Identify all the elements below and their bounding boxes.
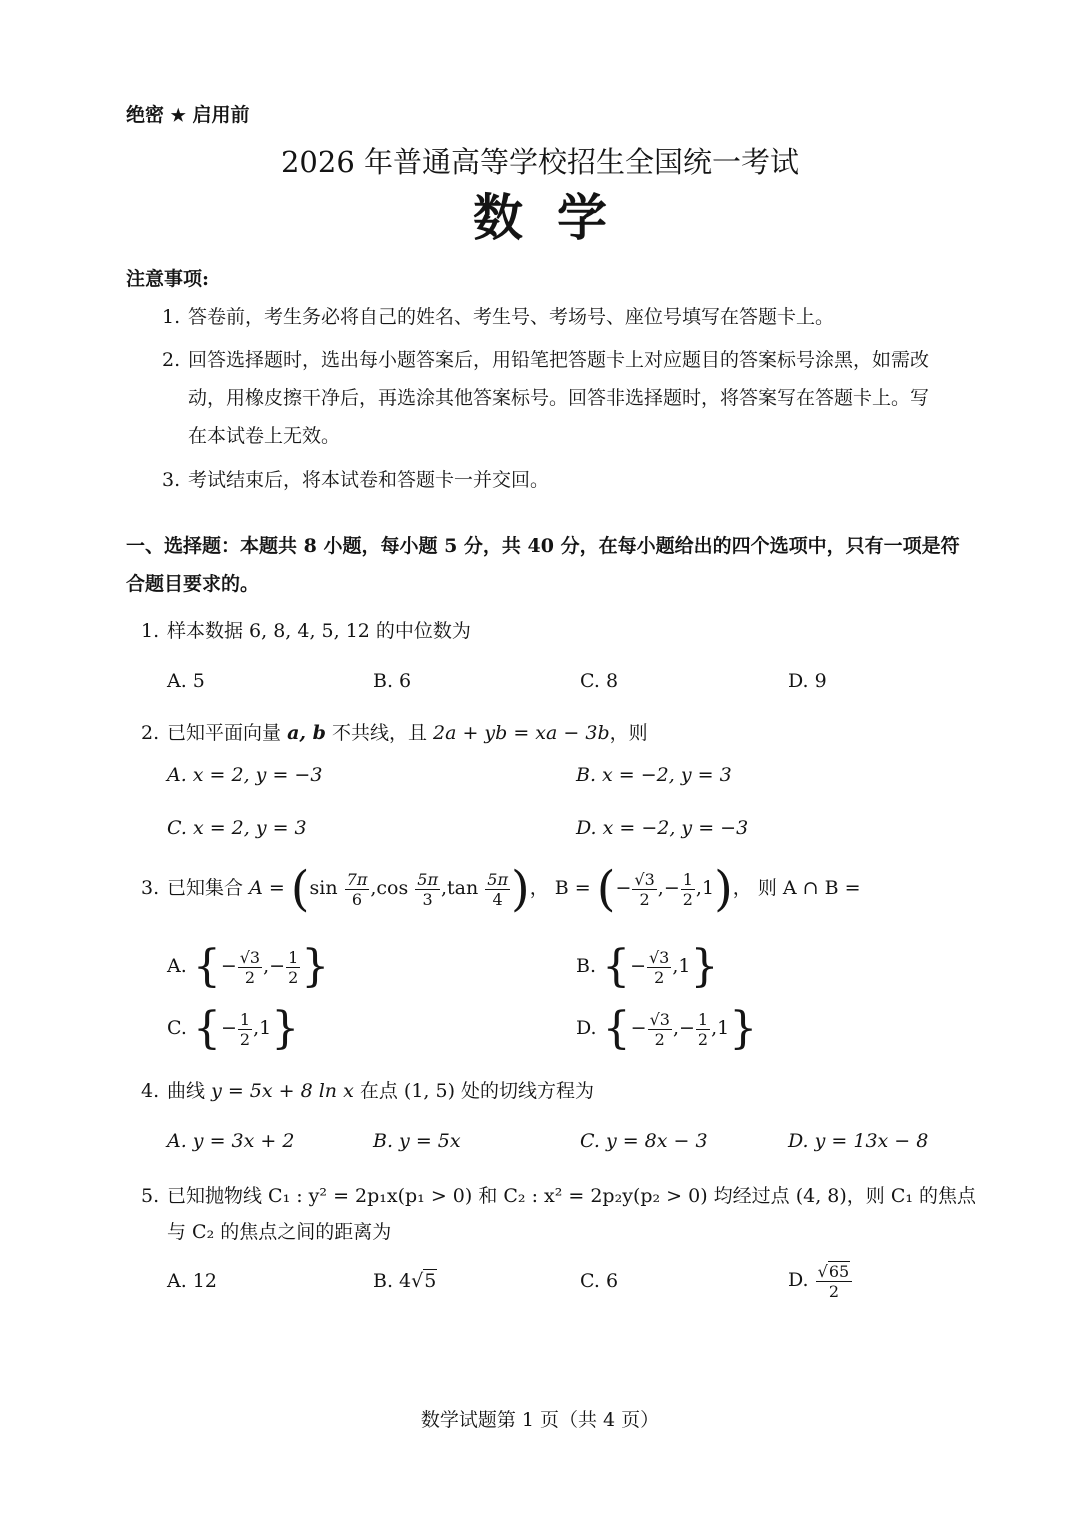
fraction: $\frac{1}{2}$ [682,869,693,909]
q1-option-c: C. 8 [580,670,619,692]
q5-option-a: A. 12 [167,1270,217,1292]
fraction: $\frac{1}{2}$ [288,947,299,987]
left-paren: ( [596,861,616,917]
q1-option-a: A. 5 [167,670,205,692]
q4-option-a: A. y = 3x + 2 [167,1130,295,1152]
fraction: $\frac{√3}{2}$ [634,869,655,909]
q3-option-a: A. {− $\frac{√3}{2}$ ,− $\frac{1}{2}$ } [167,941,330,992]
notice-item-2: 2. 回答选择题时，选出每小题答案后，用铅笔把答题卡上对应题目的答案标号涂黑，如需改 动，用橡皮擦干净后，再选涂其他答案标号。回答非选择题时，将答案写在答题卡上。写 在本试卷上无效。 [162,349,930,447]
q4-option-c: C. y = 8x − 3 [580,1130,708,1152]
fraction: $\frac{√3}{2}$ [649,1009,670,1049]
question-4: 4. 曲线 y = 5x + 8 ln x 在点 (1, 5) 处的切线方程为 [141,1080,595,1102]
right-paren: ) [510,861,530,917]
fraction: $\frac{5\pi}{3}$ [417,869,438,909]
fraction: $\frac{√3}{2}$ [239,947,261,987]
q3-option-b: B. {− $\frac{√3}{2}$ ,1} [576,941,719,992]
subject-title: 数学 [473,188,641,247]
q5-option-d: D. $\frac{√65}{2}$ [788,1256,853,1304]
question-3: 3. 已知集合 A = (sin $\frac{7\pi}{6}$ ,cos $\frac{5\pi}{3}$ ,tan $\frac{5\pi}{4}$ )， B = (− $\frac{√3}{2}$ ,− $\frac{1}{2}$ ,1)， 则 A ∩ B = [141,861,861,917]
q2-option-b: B. x = −2, y = 3 [576,764,732,786]
q3-option-d: D. {− $\frac{√3}{2}$ ,− $\frac{1}{2}$ ,1} [576,1003,758,1054]
q3-option-c: C. {− $\frac{1}{2}$ ,1} [167,1003,300,1054]
q5-option-b: B. 4√5 [373,1270,437,1292]
star-icon: ★ [170,106,186,126]
q2-option-c: C. x = 2, y = 3 [167,817,307,839]
notice-item-3: 3. 考试结束后，将本试卷和答题卡一并交回。 [162,469,550,491]
question-1: 1. 样本数据 6, 8, 4, 5, 12 的中位数为 [141,620,471,642]
fraction: $\frac{7\pi}{6}$ [346,869,368,909]
right-paren: ) [714,861,733,917]
sqrt-symbol: √65 [817,1261,850,1281]
section-heading: 一、选择题：本题共 8 小题，每小题 5 分，共 40 分，在每小题给出的四个选项中，只有一项是符 合题目要求的。 [126,535,960,595]
page-footer: 数学试题第 1 页（共 4 页） [420,1409,660,1431]
confidential-mark: 绝密 ★ 启用前 [126,104,250,126]
question-2: 2. 已知平面向量 a, b 不共线，且 2a + yb = xa − 3b，则 [141,722,648,744]
question-5: 5. 已知抛物线 C₁ : y² = 2p₁x(p₁ > 0) 和 C₂ : x² = 2p₂y(p₂ > 0) 均经过点 (4, 8)，则 C₁ 的焦点 与 C₂ 的焦点之间的距离为 [141,1185,977,1243]
q2-option-a: A. x = 2, y = −3 [167,764,323,786]
fraction: $\frac{√65}{2}$ [816,1262,853,1301]
q2-option-d: D. x = −2, y = −3 [576,817,749,839]
fraction: $\frac{5\pi}{4}$ [487,869,508,909]
q4-option-b: B. y = 5x [373,1130,461,1152]
q1-option-d: D. 9 [788,670,827,692]
exam-title: 2026 年普通高等学校招生全国统一考试 [280,145,800,179]
left-paren: ( [290,861,310,917]
sqrt-symbol: √5 [411,1270,437,1292]
notice-title: 注意事项: [126,268,210,290]
notice-item-1: 1. 答卷前，考生务必将自己的姓名、考生号、考场号、座位号填写在答题卡上。 [162,306,835,328]
fraction: $\frac{√3}{2}$ [648,947,670,987]
fraction: $\frac{1}{2}$ [239,1009,251,1049]
fraction: $\frac{1}{2}$ [697,1009,709,1049]
q4-option-d: D. y = 13x − 8 [788,1130,929,1152]
q5-option-c: C. 6 [580,1270,619,1292]
q1-option-b: B. 6 [373,670,412,692]
